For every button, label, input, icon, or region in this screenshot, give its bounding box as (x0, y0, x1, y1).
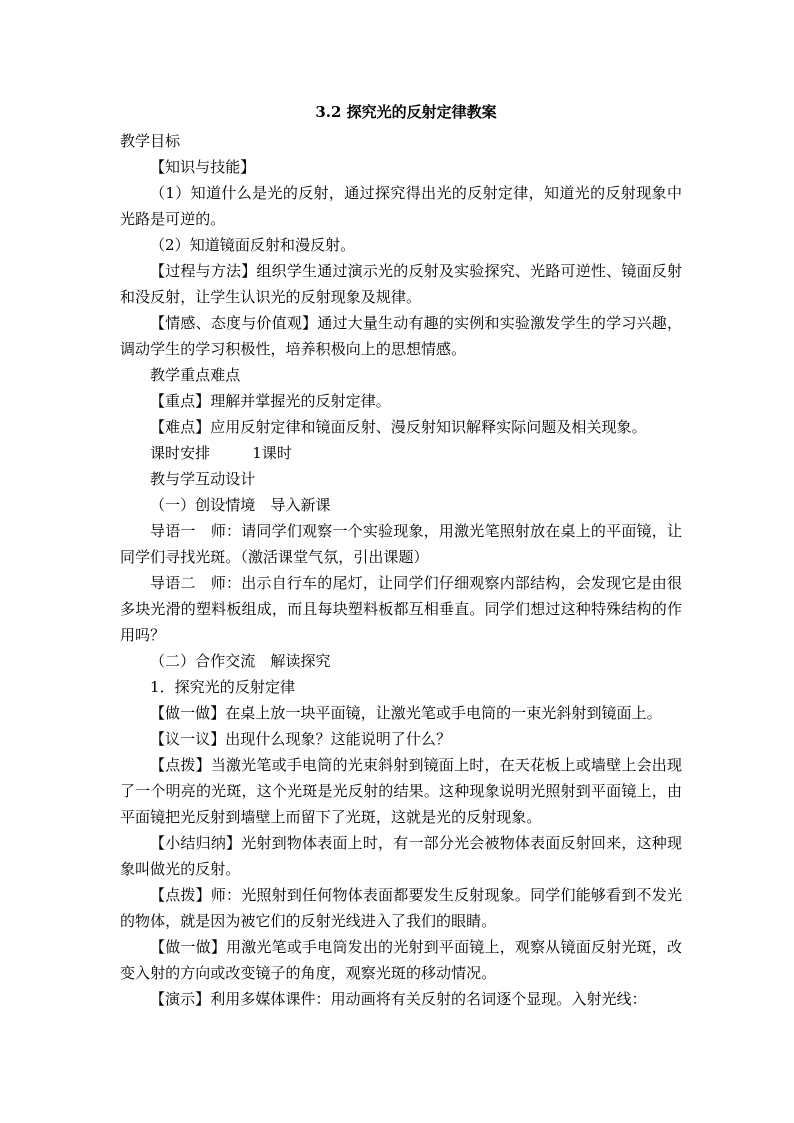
section-heading-interaction: 教与学互动设计 (150, 470, 256, 488)
paragraph-hint-1: 【点拨】当激光笔或手电筒的光束斜射到镜面上时，在天花板上或墙壁上会出现了一个明亮的光斑，这个光斑是光反射的结果。这种现象说明光照射到平面镜上，由平面镜把光反射到墙壁上而留下了光斑，这就是光的反射现象。 (120, 756, 682, 826)
document-title: 3.2 探究光的反射定律教案 (315, 103, 497, 121)
document-body (120, 103, 682, 1012)
subheading-part-two: （二）合作交流 解读探究 (150, 652, 331, 670)
paragraph-summary: 【小结归纳】光射到物体表面上时，有一部分光会被物体表面反射回来，这种现象叫做光的反射。 (120, 834, 682, 878)
paragraph-difficulty: 【难点】应用反射定律和镜面反射、漫反射知识解释实际问题及相关现象。 (150, 418, 647, 436)
section-heading-objectives: 教学目标 (120, 132, 181, 150)
paragraph-try-it-1: 【做一做】在桌上放一块平面镜，让激光笔或手电筒的一束光斜射到镜面上。 (150, 704, 662, 722)
paragraph-objective-2: （2）知道镜面反射和漫反射。 (150, 236, 356, 254)
paragraph-try-it-2: 【做一做】用激光笔或手电筒发出的光射到平面镜上，观察从镜面反射光斑，改变入射的方向或改变镜子的角度，观察光斑的移动情况。 (120, 938, 682, 982)
schedule-label: 课时安排 (150, 444, 211, 462)
paragraph-process-methods: 【过程与方法】组织学生通过演示光的反射及实验探究、光路可逆性、镜面反射和没反射，让学生认识光的反射现象及规律。 (120, 262, 682, 306)
subheading-part-one: （一）创设情境 导入新课 (150, 496, 331, 514)
paragraph-key-point: 【重点】理解并掌握光的反射定律。 (150, 392, 391, 410)
section-heading-key-points: 教学重点难点 (150, 366, 241, 384)
paragraph-objective-1: （1）知道什么是光的反射，通过探究得出光的反射定律，知道光的反射现象中光路是可逆的。 (120, 184, 682, 228)
subheading-knowledge-skills: 【知识与技能】 (150, 158, 256, 176)
paragraph-intro-two: 导语二 师：出示自行车的尾灯，让同学们仔细观察内部结构，会发现它是由很多块光滑的塑料板组成，而且每块塑料板都互相垂直。同学们想过这种特殊结构的作用吗？ (120, 574, 682, 644)
paragraph-demo: 【演示】利用多媒体课件：用动画将有关反射的名词逐个显现。入射光线： (150, 990, 647, 1008)
paragraph-discuss: 【议一议】出现什么现象？这能说明了什么？ (150, 730, 452, 748)
paragraph-intro-one: 导语一 师：请同学们观察一个实验现象，用激光笔照射放在桌上的平面镜，让同学们寻找光斑。（激活课堂气氛，引出课题） (120, 522, 682, 566)
paragraph-hint-2: 【点拨】师：光照射到任何物体表面都要发生反射现象。同学们能够看到不发光的物体，就是因为被它们的反射光线进入了我们的眼睛。 (120, 886, 682, 930)
subheading-explore-law: 1．探究光的反射定律 (150, 678, 296, 696)
paragraph-schedule (120, 440, 682, 466)
paragraph-emotion-values: 【情感、态度与价值观】通过大量生动有趣的实例和实验激发学生的学习兴趣，调动学生的学习积极性，培养积极向上的思想情感。 (120, 314, 682, 358)
schedule-value: 1课时 (252, 444, 292, 462)
